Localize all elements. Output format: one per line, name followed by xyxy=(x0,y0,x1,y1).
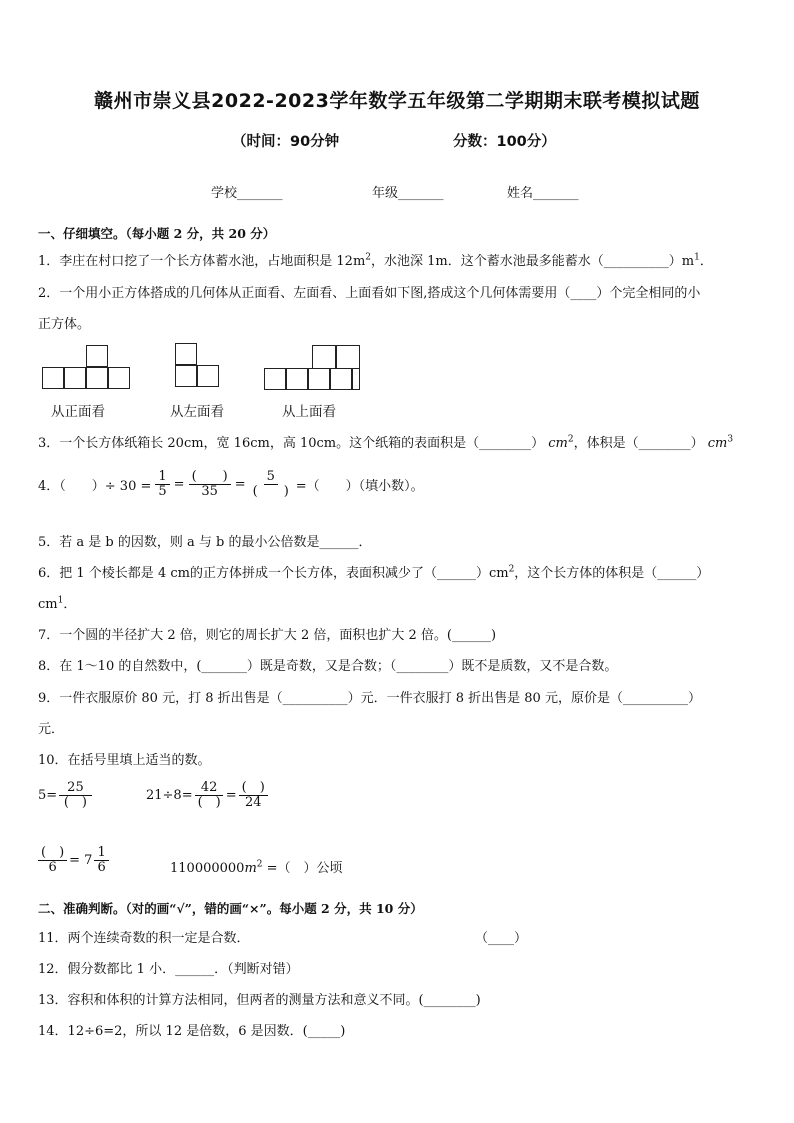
q10-b-num1: 42 xyxy=(195,781,224,796)
question-6 xyxy=(38,562,709,581)
q4-frac3-den: ( ) xyxy=(252,483,289,499)
q10-c-den: 6 xyxy=(48,859,57,875)
q4-frac1 xyxy=(155,470,169,498)
question-9-line2: 元． xyxy=(38,722,65,737)
q10-b-den1: ( ) xyxy=(197,794,221,810)
question-14: 14．12÷6=2，所以 12 是倍数，6 是因数．(_____) xyxy=(38,1024,346,1039)
question-4 xyxy=(38,470,424,498)
q4-suffix: =（ ）（填小数）。 xyxy=(295,478,424,494)
question-5: 5．若 a 是 b 的因数，则 a 与 b 的最小公倍数是______． xyxy=(38,535,372,550)
q10-c-fnum: 1 xyxy=(94,846,108,861)
q6-unit: cm xyxy=(38,597,58,612)
left-view-label: 从左面看 xyxy=(170,404,224,420)
q1-text3: ． xyxy=(699,254,713,269)
q3-unit2: cm xyxy=(707,436,728,451)
question-1 xyxy=(38,250,713,269)
q10-b-frac1 xyxy=(195,781,224,809)
q4-frac3-num: 5 xyxy=(264,470,278,485)
q10-c-fden: 6 xyxy=(97,859,106,875)
name-field: 姓名_______ xyxy=(507,186,579,201)
section-1-heading: 一、仔细填空。（每小题 2 分，共 20 分） xyxy=(38,226,276,241)
q4-frac2-num: ( ) xyxy=(189,470,231,485)
q10-part-d xyxy=(170,857,343,876)
q4-eq2: = xyxy=(234,476,246,492)
q1-text2: ，水池深 1m．这个蓄水池最多能蓄水（__________）m xyxy=(371,254,695,269)
q10-a-frac xyxy=(59,781,92,809)
q10-b-num2: ( ) xyxy=(239,781,268,796)
q10-b-den2: 24 xyxy=(244,794,262,810)
q3-unit2-sup: 3 xyxy=(727,434,734,445)
q4-prefix: 4．（ ）÷ 30 = xyxy=(38,478,152,494)
question-2-line1: 2．一个用小正方体搭成的几何体从正面看、左面看、上面看如下图,搭成这个几何体需要用（____）个完全相同的小 xyxy=(38,286,701,301)
top-view-label: 从上面看 xyxy=(282,404,336,420)
school-field: 学校_______ xyxy=(211,186,283,201)
q10-c-num: ( ) xyxy=(38,846,67,861)
q10-c-frac2 xyxy=(94,846,108,874)
q3-text: 3．一个长方体纸箱长 20cm，宽 16cm，高 10cm。这个纸箱的表面积是（________） xyxy=(38,436,545,451)
q10-part-c xyxy=(38,846,109,874)
question-8: 8．在 1～10 的自然数中，(_______）既是奇数，又是合数；（________）既不是质数，又不是合数。 xyxy=(38,659,618,674)
q6-sup1: 2 xyxy=(508,564,515,575)
q10-d-unit: m xyxy=(244,861,257,876)
exam-time: （时间：90分钟 xyxy=(232,134,340,150)
q10-d-text: 110000000 xyxy=(170,861,245,876)
front-view-label: 从正面看 xyxy=(51,404,105,420)
question-11-blank: （____） xyxy=(475,931,528,946)
q10-a-num: 25 xyxy=(59,781,92,796)
q10-a-left: 5= xyxy=(38,787,58,803)
question-10: 10．在括号里填上适当的数。 xyxy=(38,753,211,768)
q10-b-left: 21÷8= xyxy=(146,787,193,803)
q10-d-sup: 2 xyxy=(256,859,263,870)
q1-sup: 2 xyxy=(365,252,372,263)
q10-b-eq: = xyxy=(225,787,237,803)
q6-text2: ，这个长方体的体积是（______） xyxy=(514,566,710,581)
q10-a-den: ( ) xyxy=(63,794,88,810)
q3-unit1: cm xyxy=(548,436,568,451)
q3-text2: ，体积是（________） xyxy=(573,436,704,451)
q4-frac2-den: 35 xyxy=(201,483,218,499)
q10-part-a xyxy=(38,781,92,809)
q10-part-b xyxy=(146,781,268,809)
q10-b-frac2 xyxy=(239,781,268,809)
q6-sup2: 1 xyxy=(57,595,64,606)
q4-frac3 xyxy=(250,470,292,498)
q6-text: 6．把 1 个棱长都是 4 cm的正方体拼成一个长方体，表面积减少了（______）cm xyxy=(38,566,509,581)
question-6-line2 xyxy=(38,593,76,612)
question-9-line1: 9．一件衣服原价 80 元，打 8 折出售是（__________）元．一件衣服打 8 折出售是 80 元，原价是（__________） xyxy=(38,691,701,706)
q1-sup2: 1 xyxy=(694,252,700,263)
question-13: 13．容积和体积的计算方法相同，但两者的测量方法和意义不同。(________) xyxy=(38,993,481,1008)
question-3 xyxy=(38,432,733,451)
question-2-line2: 正方体。 xyxy=(38,317,91,332)
q10-d-rest: =（ ）公顷 xyxy=(262,861,343,876)
q1-text: 1．李庄在村口挖了一个长方体蓄水池，占地面积是 12m xyxy=(38,254,366,269)
q10-c-frac1 xyxy=(38,846,67,874)
q6-end: ． xyxy=(63,597,77,612)
question-7: 7．一个圆的半径扩大 2 倍，则它的周长扩大 2 倍，面积也扩大 2 倍。(______) xyxy=(38,628,497,643)
q4-frac1-num: 1 xyxy=(155,470,169,485)
q4-frac1-den: 5 xyxy=(158,483,167,499)
grade-field: 年级_______ xyxy=(372,186,444,201)
page-title: 赣州市崇义县2022-2023学年数学五年级第二学期期末联考模拟试题 xyxy=(94,90,700,112)
q4-frac2 xyxy=(189,470,231,498)
q3-unit1-sup: 2 xyxy=(567,434,574,445)
question-11: 11．两个连续奇数的积一定是合数． xyxy=(38,931,250,946)
q10-c-eq: = 7 xyxy=(69,852,93,868)
exam-score: 分数：100分） xyxy=(453,134,556,150)
section-2-heading: 二、准确判断。（对的画“√”，错的画“×”。每小题 2 分，共 10 分） xyxy=(38,901,423,916)
q4-eq1: = xyxy=(173,476,185,492)
question-12: 12．假分数都比 1 小．______．（判断对错） xyxy=(38,962,299,977)
